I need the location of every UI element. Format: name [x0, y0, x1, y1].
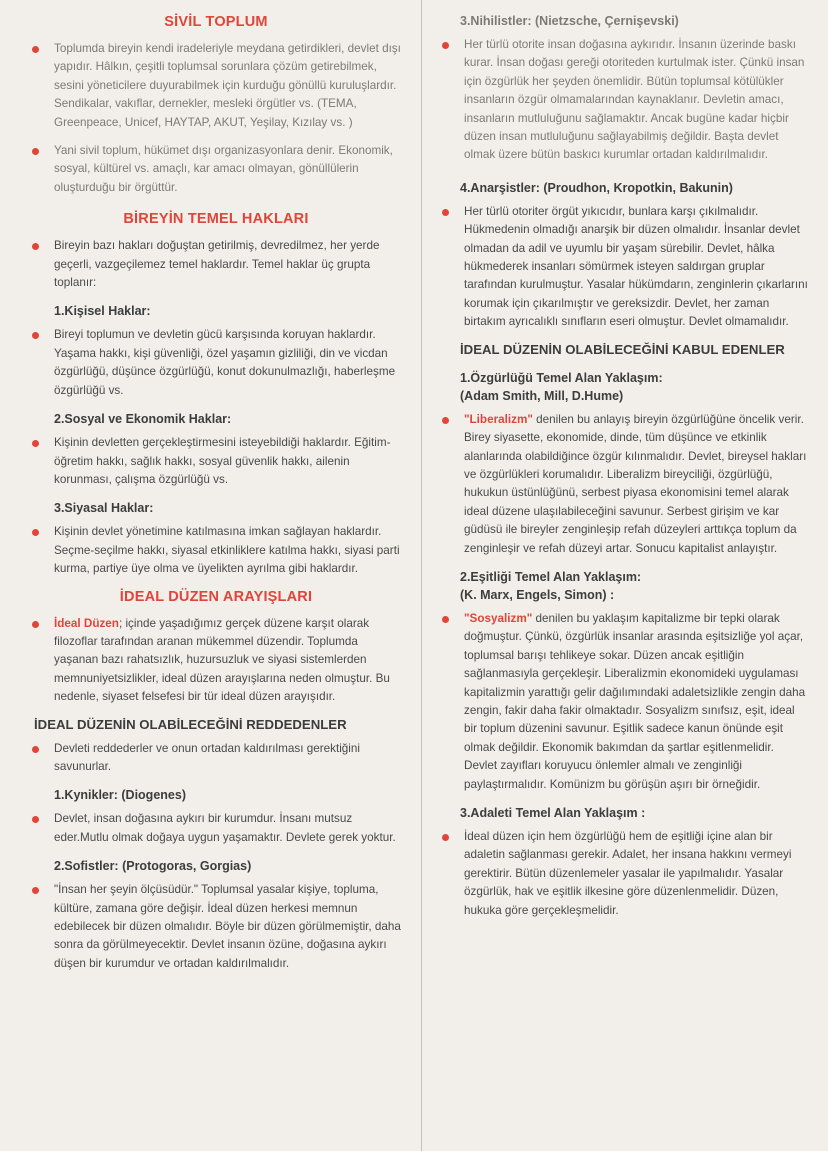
bullet-dot-icon [442, 834, 449, 841]
freedom-approach-thinkers: (Adam Smith, Mill, D.Hume) [460, 388, 624, 403]
socialism-term: "Sosyalizm" [464, 611, 533, 625]
justice-bullet: İdeal düzen için hem özgürlüğü hem de eşitliği içine alan bir adaletin sağlanması gerekir. Adalet, her insana hakkını vermeyi gerektirir. Bütün düzenlemeler yasalar ile yapılmalıdır. Yasalar özgürlük, hak ve eşitlik ilkesine göre düzenlenmelidir. Düzen, hukuka göre gerçekleşmelidir. [440, 828, 808, 920]
social-rights-heading: 2.Sosyal ve Ekonomik Haklar: [54, 412, 232, 427]
political-rights-heading: 3.Siyasal Haklar: [54, 501, 154, 516]
freedom-approach-heading: 1.Özgürlüğü Temel Alan Yaklaşım: [460, 370, 663, 385]
accepters-heading: İDEAL DÜZENİN OLABİLECEĞİNİ KABUL EDENLER [460, 341, 785, 357]
left-column [30, 0, 402, 1151]
anarchists-bullet: Her türlü otoriter örgüt yıkıcıdır, bunlara karşı çıkılmalıdır. Hükmedenin olmadığı anarşik bir düzen olmalıdır. İnsanlar devlet olmadan da adil ve uyumlu bir yaşam sürebilir. Devlet, hâlka hükmederek insanları sömürmek isteyen saldırgan gruplar tarafından kurulmuştur. Yasalar hükümdarın, zenginlerin çıkarlarını korumak için çıkarılmıştır ve gereksizdir. Devlet, her zaman birtakım ayrıcalıklı sınıfların eseri olmuştur. Devlet olmamalıdır. [440, 203, 808, 332]
personal-rights-bullet: Bireyi toplumun ve devletin gücü karşısında koruyan haklardır. Yaşama hakkı, kişi güvenliği, özel yaşamın gizliliği, din ve vicdan özgürlüğü, düşünce özgürlüğü, konut dokunulmazlığı, haberleşme özgürlüğü vs. [30, 326, 402, 400]
bullet-dot-icon [32, 816, 39, 823]
sophists-heading: 2.Sofistler: (Protogoras, Gorgias) [54, 859, 252, 874]
political-rights-bullet: Kişinin devlet yönetimine katılmasına imkan sağlayan haklardır. Seçme-seçilme hakkı, siyasal etkinliklere katılma hakkı, siyasi parti kurma, partiye üye olma ve üyelikten ayrılma gibi haklardır. [30, 523, 402, 578]
bullet-dot-icon [442, 42, 449, 49]
justice-approach-heading: 3.Adaleti Temel Alan Yaklaşım : [460, 806, 646, 820]
ideal-order-bullet: İdeal Düzen; içinde yaşadığımız gerçek düzene karşıt olarak filozoflar tarafından aranan mükemmel düzendir. Toplumda yaşanan bazı rahatsızlık, huzursuzluk ve siyasi sistemlerden memnuniyetsizlikler, ideal düzen arayışlarına neden olmuştur. Bu nedenle, siyaset felsefesi bir tür ideal düzen arayışıdır. [30, 615, 402, 707]
rejecters-bullet: Devleti reddederler ve onun ortadan kaldırılması gerektiğini savunurlar. [30, 740, 402, 777]
sophists-bullet: "İnsan her şeyin ölçüsüdür." Toplumsal yasalar kişiye, topluma, kültüre, zamana göre değişir. İdeal düzen herkesi memnun edebilecek bir düzen olmalıdır. Böyle bir düzen görülmemiştir, daha sonra da görülmeyecektir. Devlet insanın özüne, doğasına aykırı düşen bir kurumdur ve ortadan kaldırılmalıdır. [30, 881, 402, 973]
basic-rights-bullet: Bireyin bazı hakları doğuştan getirilmiş, devredilmez, her yerde geçerli, vazgeçilemez temel haklardır. Temel haklar üç grupta toplanır: [30, 237, 402, 292]
civil-society-heading: SİVİL TOPLUM [164, 14, 268, 30]
rejecters-heading: İDEAL DÜZENİN OLABİLECEĞİNİ REDDEDENLER [34, 716, 347, 732]
bullet-dot-icon [32, 440, 39, 447]
equality-approach-heading: 2.Eşitliği Temel Alan Yaklaşım: [460, 569, 642, 584]
cynics-heading: 1.Kynikler: (Diogenes) [54, 788, 186, 803]
right-column [440, 0, 808, 1151]
ideal-order-heading: İDEAL DÜZEN ARAYIŞLARI [119, 588, 313, 605]
bullet-dot-icon [32, 887, 39, 894]
bullet-dot-icon [32, 529, 39, 536]
socialism-bullet: "Sosyalizm" denilen bu yaklaşım kapitalizme bir tepki olarak doğmuştur. Çünkü, özgürlük insanlar arasında eşitsizliğe yol açar, toplumsal barışı tehlikeye sokar. Düzen ancak eşitliğin sağlanmasıyla gerçekleşir. Liberalizmin ekonomideki uygulaması kapitalizmin yarattığı gelir dağılımındaki adaletsizlikle zengin daha zengin, fakir daha fakir olmaktadır. Sosyalizm sınıfsız, eşit, ideal bir toplum düzenini savunur. Eşitlik sadece kanun önünde eşit olmak değildir. Ekonomik bakımdan da şartlar eşitlenmelidir. Devlet zayıfları koruyucu önlemler almalı ve zenginliği paylaştırmalıdır. Komünizm bu görüşün aşırı bir örneğidir. [440, 610, 808, 794]
bullet-dot-icon [442, 417, 449, 424]
column-divider [421, 0, 422, 1151]
cynics-bullet: Devlet, insan doğasına aykırı bir kurumdur. İnsanı mutsuz eder.Mutlu olmak doğaya uygun yaşamaktır. Devlete gerek yoktur. [30, 810, 402, 847]
bullet-dot-icon [32, 746, 39, 753]
bullet-dot-icon [32, 46, 39, 53]
personal-rights-heading: 1.Kişisel Haklar: [54, 304, 151, 319]
civil-society-bullet-1: Toplumda bireyin kendi iradeleriyle meydana getirdikleri, devlet dışı yapıdır. Hâlkın, çeşitli toplumsal sorunlara çözüm getirebilmek, sesini yöneticilere duyurabilmek için kurduğu gönüllü kuruluşlardır. Sendikalar, vakıflar, dernekler, mesleki örgütler vs. (TEMA, Greenpeace, Unicef, HAYTAP, AKUT, Yeşilay, Kızılay vs. ) [30, 40, 402, 132]
bullet-dot-icon [32, 621, 39, 628]
social-rights-bullet: Kişinin devletten gerçekleştirmesini isteyebildiği haklardır. Eğitim-öğretim hakkı, sağlık hakkı, sosyal güvenlik hakkı, ailenin korunması, çalışma özgürlüğü vs. [30, 434, 402, 489]
basic-rights-heading: BİREYİN TEMEL HAKLARI [123, 211, 309, 228]
bullet-dot-icon [32, 148, 39, 155]
nihilists-heading: 3.Nihilistler: (Nietzsche, Çernişevski) [460, 14, 679, 28]
nihilists-bullet: Her türlü otorite insan doğasına aykırıdır. İnsanın üzerinde baskı kurar. İnsan doğası gereği otoriteden kurtulmak ister. Çünkü insan için özgürlük her şeyden önemlidir. Bütün toplumsal kötülükler insanların özgür olmamalarından kaynaklanır. Devletin amacı, insanların mutluluğunu sağlamaktır. Ancak bugüne kadar hiçbir düzen insan mutluluğunu sağlayabilmiş değildir. Başta devlet olmak üzere bütün baskıcı kurumlar ortadan kaldırılmalıdır. [440, 36, 808, 165]
liberalism-term: "Liberalizm" [464, 412, 533, 426]
bullet-dot-icon [442, 616, 449, 623]
anarchists-heading: 4.Anarşistler: (Proudhon, Kropotkin, Bakunin) [460, 180, 733, 195]
bullet-dot-icon [442, 209, 449, 216]
equality-approach-thinkers: (K. Marx, Engels, Simon) : [460, 587, 615, 602]
liberalism-bullet: "Liberalizm" denilen bu anlayış bireyin özgürlüğüne öncelik verir. Birey siyasette, ekonomide, dinde, tüm düşünce ve etkinlik alanlarında olabildiğince özgür kılınmalıdır. Devlet, bireysel hakları ve özgürlükleri korumalıdır. Liberalizm bireyciliği, özgürlüğü, hukukun üstünlüğünü, serbest piyasa ekonomisini temel alarak ideal düzene ulaşılabileceğini savunur. Serbest girişim ve kar güdüsü ile bireyler zenginleşip refah düzeyleri arttıkça toplum da zenginleşir ve refah düzeyi artar. Sonucu kapitalist anlayıştır. [440, 411, 808, 558]
bullet-dot-icon [32, 332, 39, 339]
bullet-dot-icon [32, 243, 39, 250]
civil-society-bullet-2: Yani sivil toplum, hükümet dışı organizasyonlara denir. Ekonomik, sosyal, kültürel vs. amaçlı, kar amacı olmayan, gönüllülerin oluşturduğu bir örgüttür. [30, 142, 402, 197]
ideal-order-term: İdeal Düzen [54, 616, 119, 630]
